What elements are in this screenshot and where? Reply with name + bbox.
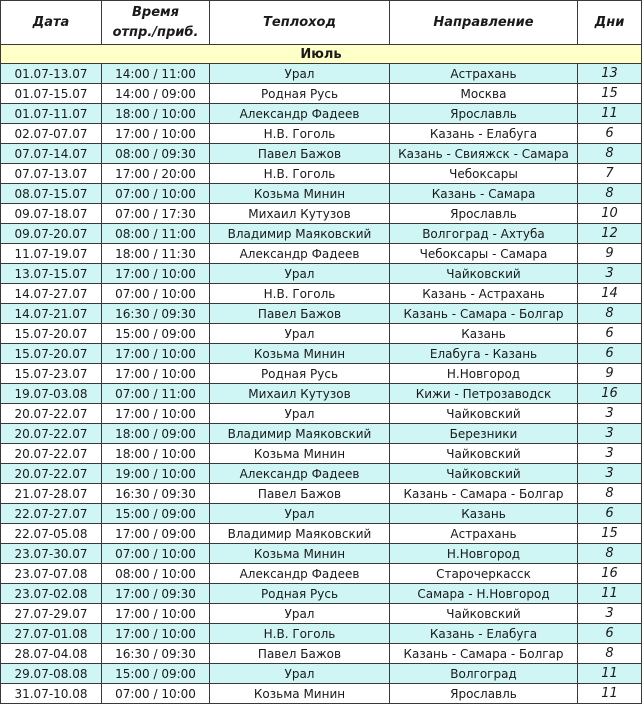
table-row: [1, 584, 642, 604]
table-row: [1, 64, 642, 84]
cell-date: 23.07-02.08: [1, 584, 102, 604]
table-row: [1, 104, 642, 124]
cell-date: 21.07-28.07: [1, 484, 102, 504]
table-row: [1, 344, 642, 364]
table-row: [1, 164, 642, 184]
cell-ship: Михаил Кутузов: [210, 204, 390, 224]
cell-route: Чайковский: [390, 264, 578, 284]
table-row: [1, 464, 642, 484]
cell-route: Чебоксары: [390, 164, 578, 184]
cell-days: 6: [578, 124, 642, 144]
cell-route: Казань: [390, 504, 578, 524]
table-row: [1, 364, 642, 384]
cell-route: Казань: [390, 324, 578, 344]
cell-days: 3: [578, 404, 642, 424]
column-header-date: Дата: [1, 1, 102, 45]
header-row: [1, 1, 642, 45]
cell-days: 11: [578, 104, 642, 124]
cell-time: 16:30 / 09:30: [102, 304, 210, 324]
cell-days: 3: [578, 444, 642, 464]
cell-route: Чайковский: [390, 604, 578, 624]
cell-time: 17:00 / 10:00: [102, 404, 210, 424]
cell-ship: Александр Фадеев: [210, 564, 390, 584]
cell-ship: Козьма Минин: [210, 444, 390, 464]
cell-time: 17:00 / 09:30: [102, 584, 210, 604]
cell-date: 20.07-22.07: [1, 404, 102, 424]
cell-date: 22.07-05.08: [1, 524, 102, 544]
cell-days: 10: [578, 204, 642, 224]
cell-date: 15.07-20.07: [1, 324, 102, 344]
cell-ship: Владимир Маяковский: [210, 224, 390, 244]
cell-days: 7: [578, 164, 642, 184]
cell-days: 11: [578, 664, 642, 684]
cell-route: Чебоксары - Самара: [390, 244, 578, 264]
cell-ship: Михаил Кутузов: [210, 384, 390, 404]
cell-time: 17:00 / 10:00: [102, 264, 210, 284]
cell-date: 15.07-23.07: [1, 364, 102, 384]
cell-route: Н.Новгород: [390, 544, 578, 564]
cell-time: 18:00 / 10:00: [102, 104, 210, 124]
cell-ship: Н.В. Гоголь: [210, 624, 390, 644]
cell-date: 07.07-13.07: [1, 164, 102, 184]
cell-ship: Урал: [210, 604, 390, 624]
cell-date: 08.07-15.07: [1, 184, 102, 204]
cell-date: 27.07-29.07: [1, 604, 102, 624]
cell-time: 17:00 / 10:00: [102, 124, 210, 144]
cell-ship: Козьма Минин: [210, 344, 390, 364]
table-row: [1, 524, 642, 544]
column-header-days: Дни: [578, 1, 642, 45]
cell-time: 18:00 / 09:00: [102, 424, 210, 444]
cell-time: 14:00 / 11:00: [102, 64, 210, 84]
cell-route: Казань - Астрахань: [390, 284, 578, 304]
cell-days: 8: [578, 544, 642, 564]
cell-time: 15:00 / 09:00: [102, 324, 210, 344]
cell-ship: Владимир Маяковский: [210, 424, 390, 444]
cell-route: Волгоград: [390, 664, 578, 684]
cell-date: 23.07-30.07: [1, 544, 102, 564]
cell-ship: Козьма Минин: [210, 544, 390, 564]
month-row: [1, 45, 642, 64]
column-header-time-line2: отпр./приб.: [112, 24, 199, 40]
cell-time: 17:00 / 10:00: [102, 604, 210, 624]
cell-ship: Урал: [210, 664, 390, 684]
table-row: [1, 684, 642, 704]
cell-ship: Родная Русь: [210, 584, 390, 604]
cell-ship: Урал: [210, 404, 390, 424]
cell-route: Чайковский: [390, 444, 578, 464]
cell-time: 17:00 / 10:00: [102, 624, 210, 644]
cell-date: 23.07-07.08: [1, 564, 102, 584]
cell-route: Казань - Свияжск - Самара: [390, 144, 578, 164]
cell-time: 16:30 / 09:30: [102, 484, 210, 504]
cell-route: Н.Новгород: [390, 364, 578, 384]
cell-time: 07:00 / 10:00: [102, 184, 210, 204]
cell-route: Самара - Н.Новгород: [390, 584, 578, 604]
table-row: [1, 264, 642, 284]
cell-date: 20.07-22.07: [1, 444, 102, 464]
table-row: [1, 304, 642, 324]
table-row: [1, 124, 642, 144]
cell-time: 18:00 / 10:00: [102, 444, 210, 464]
table-row: [1, 204, 642, 224]
cell-date: 13.07-15.07: [1, 264, 102, 284]
cell-days: 8: [578, 304, 642, 324]
cell-days: 6: [578, 324, 642, 344]
cell-route: Астрахань: [390, 524, 578, 544]
cell-date: 09.07-18.07: [1, 204, 102, 224]
cell-time: 07:00 / 10:00: [102, 544, 210, 564]
table-row: [1, 424, 642, 444]
cell-route: Астрахань: [390, 64, 578, 84]
cell-ship: Урал: [210, 64, 390, 84]
cell-date: 14.07-21.07: [1, 304, 102, 324]
table-row: [1, 564, 642, 584]
cell-ship: Александр Фадеев: [210, 104, 390, 124]
cell-date: 09.07-20.07: [1, 224, 102, 244]
cell-time: 18:00 / 11:30: [102, 244, 210, 264]
cell-time: 08:00 / 10:00: [102, 564, 210, 584]
cell-time: 15:00 / 09:00: [102, 504, 210, 524]
cell-route: Ярославль: [390, 684, 578, 704]
column-header-time-line1: Время: [131, 4, 179, 20]
cell-date: 15.07-20.07: [1, 344, 102, 364]
cell-time: 07:00 / 11:00: [102, 384, 210, 404]
column-header-ship: Теплоход: [210, 1, 390, 45]
cell-time: 14:00 / 09:00: [102, 84, 210, 104]
cell-route: Чайковский: [390, 404, 578, 424]
cell-time: 07:00 / 10:00: [102, 284, 210, 304]
cell-days: 6: [578, 344, 642, 364]
cell-ship: Козьма Минин: [210, 184, 390, 204]
column-header-time: [102, 1, 210, 45]
table-row: [1, 664, 642, 684]
cell-date: 27.07-01.08: [1, 624, 102, 644]
cell-date: 01.07-11.07: [1, 104, 102, 124]
table-row: [1, 384, 642, 404]
month-label: Июль: [1, 45, 642, 64]
table-row: [1, 404, 642, 424]
table-row: [1, 444, 642, 464]
table-row: [1, 244, 642, 264]
cell-ship: Павел Бажов: [210, 484, 390, 504]
cell-ship: Козьма Минин: [210, 684, 390, 704]
cell-ship: Урал: [210, 264, 390, 284]
cell-date: 19.07-03.08: [1, 384, 102, 404]
cell-date: 14.07-27.07: [1, 284, 102, 304]
cell-ship: Александр Фадеев: [210, 244, 390, 264]
cell-time: 15:00 / 09:00: [102, 664, 210, 684]
cell-days: 12: [578, 224, 642, 244]
cell-route: Кижи - Петрозаводск: [390, 384, 578, 404]
cell-route: Казань - Самара: [390, 184, 578, 204]
cell-time: 17:00 / 10:00: [102, 364, 210, 384]
cell-days: 16: [578, 564, 642, 584]
cell-days: 8: [578, 184, 642, 204]
cell-route: Елабуга - Казань: [390, 344, 578, 364]
table-row: [1, 224, 642, 244]
cell-route: Москва: [390, 84, 578, 104]
table-row: [1, 144, 642, 164]
cell-time: 19:00 / 10:00: [102, 464, 210, 484]
cell-date: 20.07-22.07: [1, 464, 102, 484]
cell-days: 3: [578, 264, 642, 284]
table-row: [1, 84, 642, 104]
cell-route: Березники: [390, 424, 578, 444]
cell-date: 01.07-13.07: [1, 64, 102, 84]
table-row: [1, 624, 642, 644]
cell-route: Казань - Елабуга: [390, 624, 578, 644]
table-row: [1, 644, 642, 664]
table-row: [1, 184, 642, 204]
cell-time: 08:00 / 11:00: [102, 224, 210, 244]
cell-date: 20.07-22.07: [1, 424, 102, 444]
cell-days: 8: [578, 644, 642, 664]
cell-time: 16:30 / 09:30: [102, 644, 210, 664]
cell-route: Старочеркасск: [390, 564, 578, 584]
cell-ship: Павел Бажов: [210, 144, 390, 164]
cell-days: 6: [578, 504, 642, 524]
cell-days: 6: [578, 624, 642, 644]
cell-ship: Н.В. Гоголь: [210, 164, 390, 184]
cell-route: Чайковский: [390, 464, 578, 484]
cell-ship: Н.В. Гоголь: [210, 124, 390, 144]
cell-days: 15: [578, 84, 642, 104]
cell-time: 07:00 / 10:00: [102, 684, 210, 704]
cell-ship: Родная Русь: [210, 364, 390, 384]
cell-time: 07:00 / 17:30: [102, 204, 210, 224]
cell-time: 08:00 / 09:30: [102, 144, 210, 164]
table-row: [1, 504, 642, 524]
cell-days: 9: [578, 244, 642, 264]
cell-date: 31.07-10.08: [1, 684, 102, 704]
cell-date: 11.07-19.07: [1, 244, 102, 264]
cell-ship: Урал: [210, 504, 390, 524]
cell-days: 14: [578, 284, 642, 304]
cell-ship: Павел Бажов: [210, 644, 390, 664]
cell-date: 29.07-08.08: [1, 664, 102, 684]
cell-route: Ярославль: [390, 204, 578, 224]
cell-days: 8: [578, 144, 642, 164]
cell-date: 22.07-27.07: [1, 504, 102, 524]
cell-days: 15: [578, 524, 642, 544]
cell-date: 01.07-15.07: [1, 84, 102, 104]
table-row: [1, 324, 642, 344]
cell-days: 3: [578, 424, 642, 444]
cell-date: 28.07-04.08: [1, 644, 102, 664]
cell-date: 07.07-14.07: [1, 144, 102, 164]
cell-ship: Павел Бажов: [210, 304, 390, 324]
table-row: [1, 544, 642, 564]
cell-route: Казань - Самара - Болгар: [390, 304, 578, 324]
cell-time: 17:00 / 09:00: [102, 524, 210, 544]
cell-ship: Урал: [210, 324, 390, 344]
cell-days: 9: [578, 364, 642, 384]
cell-time: 17:00 / 20:00: [102, 164, 210, 184]
cell-route: Казань - Елабуга: [390, 124, 578, 144]
cell-days: 3: [578, 464, 642, 484]
cell-days: 11: [578, 584, 642, 604]
cell-days: 8: [578, 484, 642, 504]
cell-ship: Владимир Маяковский: [210, 524, 390, 544]
cell-date: 02.07-07.07: [1, 124, 102, 144]
table-row: [1, 284, 642, 304]
cell-ship: Родная Русь: [210, 84, 390, 104]
cell-ship: Александр Фадеев: [210, 464, 390, 484]
cell-days: 11: [578, 684, 642, 704]
cell-route: Казань - Самара - Болгар: [390, 644, 578, 664]
cell-time: 17:00 / 10:00: [102, 344, 210, 364]
table-row: [1, 484, 642, 504]
column-header-route: Направление: [390, 1, 578, 45]
cell-ship: Н.В. Гоголь: [210, 284, 390, 304]
cell-days: 3: [578, 604, 642, 624]
cell-route: Волгоград - Ахтуба: [390, 224, 578, 244]
cell-route: Ярославль: [390, 104, 578, 124]
cell-days: 13: [578, 64, 642, 84]
table-row: [1, 604, 642, 624]
cell-route: Казань - Самара - Болгар: [390, 484, 578, 504]
cell-days: 16: [578, 384, 642, 404]
